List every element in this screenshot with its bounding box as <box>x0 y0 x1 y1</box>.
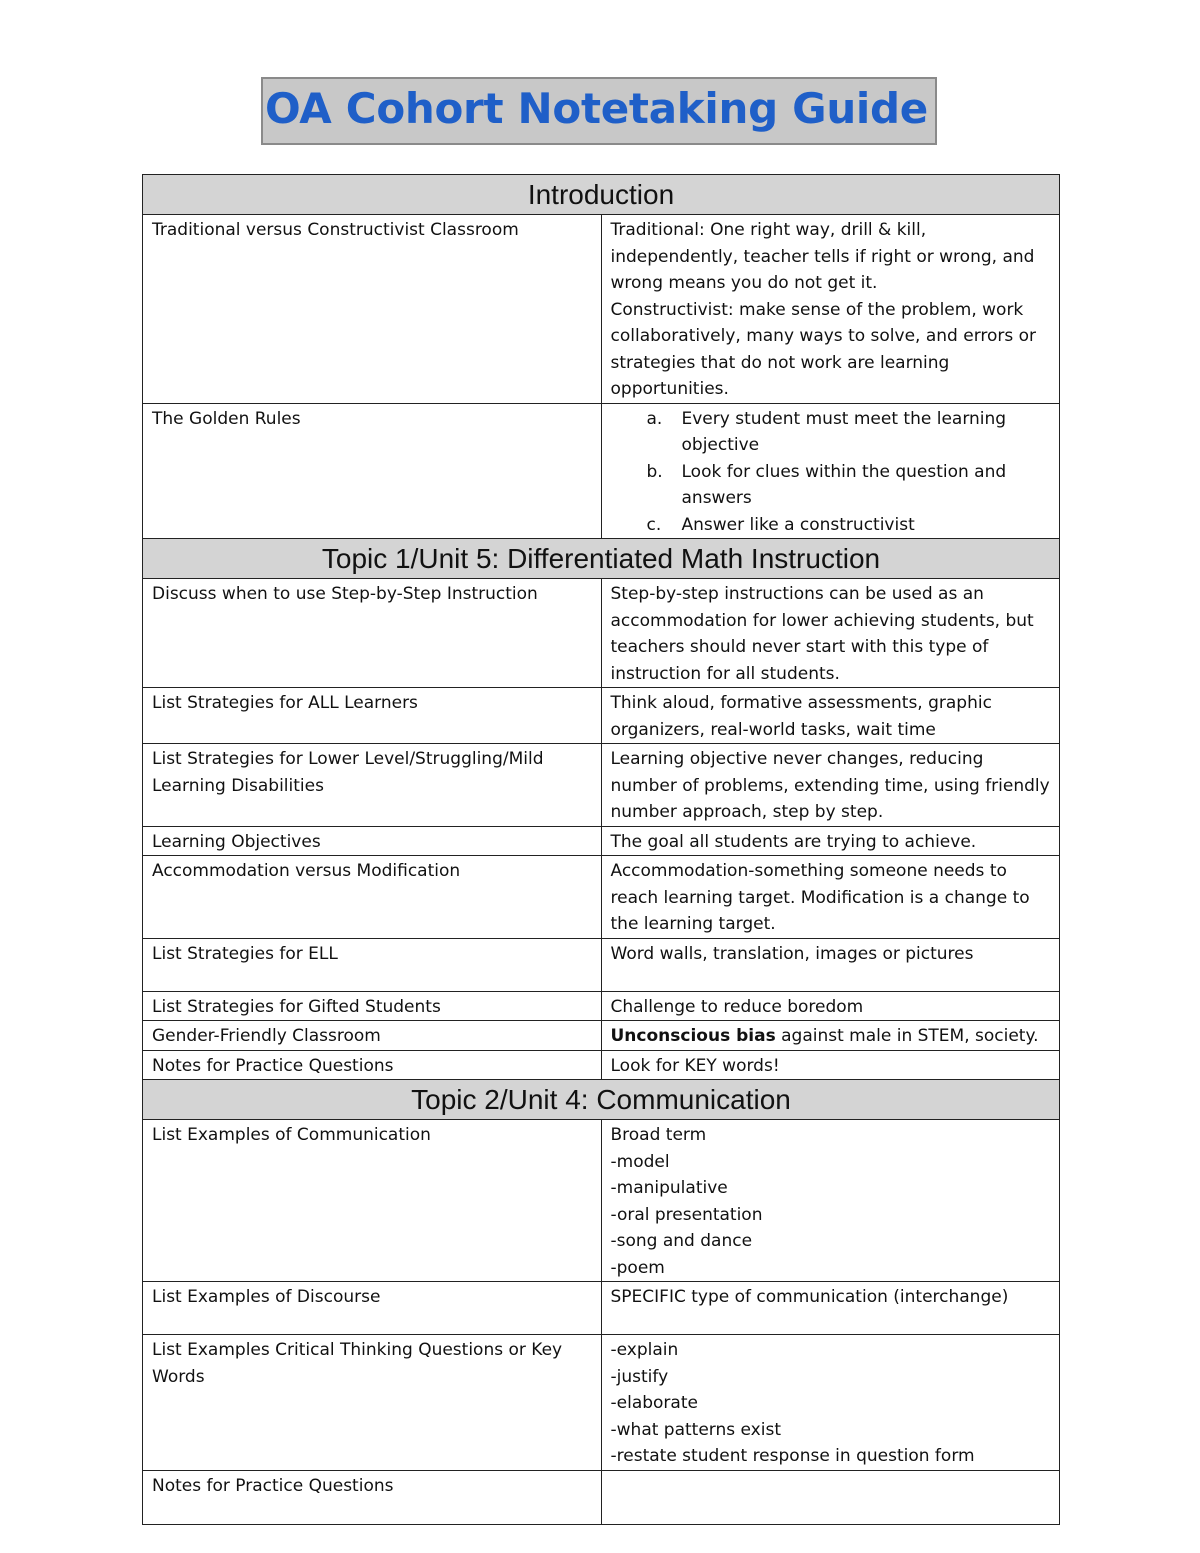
table-row <box>143 1282 1060 1335</box>
answer-cell: Challenge to reduce boredom <box>601 991 1060 1021</box>
list-item-text: Every student must meet the learning objective <box>681 408 1007 455</box>
table-row <box>143 215 1060 404</box>
question-cell: Notes for Practice Questions <box>143 1050 602 1080</box>
answer-line: -model <box>610 1151 670 1172</box>
section-heading: Topic 2/Unit 4: Communication <box>143 1080 1060 1120</box>
document-title: OA Cohort Notetaking Guide <box>265 84 928 133</box>
table-row <box>143 1021 1060 1051</box>
question-cell: List Examples of Communication <box>143 1120 602 1282</box>
section-header-row <box>143 175 1060 215</box>
question-cell: Traditional versus Constructivist Classroom <box>143 215 602 404</box>
table-row <box>143 744 1060 827</box>
table-row <box>143 1335 1060 1471</box>
list-item-text: Look for clues within the question and answers <box>681 461 1007 508</box>
section-header-row <box>143 539 1060 579</box>
answer-line: -elaborate <box>610 1393 698 1413</box>
question-cell: The Golden Rules <box>143 403 602 539</box>
answer-cell: Word walls, translation, images or pictures <box>601 938 1060 991</box>
table-row <box>143 826 1060 856</box>
answer-line: -explain <box>610 1340 679 1360</box>
answer-cell <box>601 1335 1060 1471</box>
answer-cell: Think aloud, formative assessments, graphic organizers, real-world tasks, wait time <box>601 688 1060 744</box>
question-cell: Accommodation versus Modification <box>143 856 602 939</box>
section-header-row <box>143 1080 1060 1120</box>
answer-line: Traditional: One right way, drill & kill, independently, teacher tells if right or wrong, and wrong means you do not get it. <box>610 220 1035 293</box>
question-cell: Learning Objectives <box>143 826 602 856</box>
answer-line: -poem <box>610 1257 665 1278</box>
table-row <box>143 688 1060 744</box>
question-cell: Discuss when to use Step-by-Step Instruction <box>143 579 602 688</box>
answer-line: -manipulative <box>610 1178 728 1198</box>
list-item-text: Answer like a constructivist <box>681 514 915 535</box>
list-item <box>611 512 1051 539</box>
title-box <box>261 77 937 145</box>
list-item <box>611 459 1051 512</box>
answer-cell: SPECIFIC type of communication (interchange) <box>601 1282 1060 1335</box>
list-marker: b. <box>646 461 663 482</box>
answer-cell-empty <box>601 1470 1060 1524</box>
table-row <box>143 579 1060 688</box>
question-cell: List Examples of Discourse <box>143 1282 602 1335</box>
golden-rules-list <box>611 406 1051 539</box>
table-row <box>143 991 1060 1021</box>
list-marker: c. <box>646 514 662 535</box>
answer-line: -what patterns exist <box>610 1419 781 1440</box>
answer-line: -justify <box>610 1366 669 1387</box>
answer-cell: The goal all students are trying to achieve. <box>601 826 1060 856</box>
table-row <box>143 1050 1060 1080</box>
table-row <box>143 856 1060 939</box>
answer-line: -restate student response in question form <box>610 1446 975 1466</box>
list-marker: a. <box>646 408 663 429</box>
question-cell: List Strategies for ELL <box>143 938 602 991</box>
section-heading: Topic 1/Unit 5: Differentiated Math Instruction <box>143 539 1060 579</box>
question-cell: List Strategies for ALL Learners <box>143 688 602 744</box>
table-row <box>143 938 1060 991</box>
answer-cell: Learning objective never changes, reducing number of problems, extending time, using friendly number approach, step by step. <box>601 744 1060 827</box>
table-row <box>143 1470 1060 1524</box>
answer-line: -song and dance <box>610 1231 753 1251</box>
notetaking-table <box>142 174 1060 1525</box>
answer-cell: Accommodation-something someone needs to reach learning target. Modification is a change to the learning target. <box>601 856 1060 939</box>
list-item <box>611 406 1051 459</box>
answer-line: Constructivist: make sense of the problem, work collaboratively, many ways to solve, and errors or strategies that do not work are learning opportunities. <box>610 299 1037 399</box>
answer-emphasis: Unconscious bias <box>610 1026 776 1046</box>
question-cell: List Examples Critical Thinking Questions or Key Words <box>143 1335 602 1471</box>
question-cell: List Strategies for Gifted Students <box>143 991 602 1021</box>
answer-cell: Step-by-step instructions can be used as an accommodation for lower achieving students, but teachers should never start with this type of instruction for all students. <box>601 579 1060 688</box>
question-cell: List Strategies for Lower Level/Struggling/Mild Learning Disabilities <box>143 744 602 827</box>
table-row <box>143 1120 1060 1282</box>
answer-line: -oral presentation <box>610 1204 763 1225</box>
answer-cell <box>601 403 1060 539</box>
answer-cell: Look for KEY words! <box>601 1050 1060 1080</box>
answer-cell <box>601 1120 1060 1282</box>
table-row <box>143 403 1060 539</box>
answer-text: against male in STEM, society. <box>775 1026 1039 1046</box>
answer-cell <box>601 1021 1060 1051</box>
question-cell: Gender-Friendly Classroom <box>143 1021 602 1051</box>
answer-line: Broad term <box>610 1125 707 1145</box>
question-cell: Notes for Practice Questions <box>143 1470 602 1524</box>
answer-cell <box>601 215 1060 404</box>
section-heading: Introduction <box>143 175 1060 215</box>
